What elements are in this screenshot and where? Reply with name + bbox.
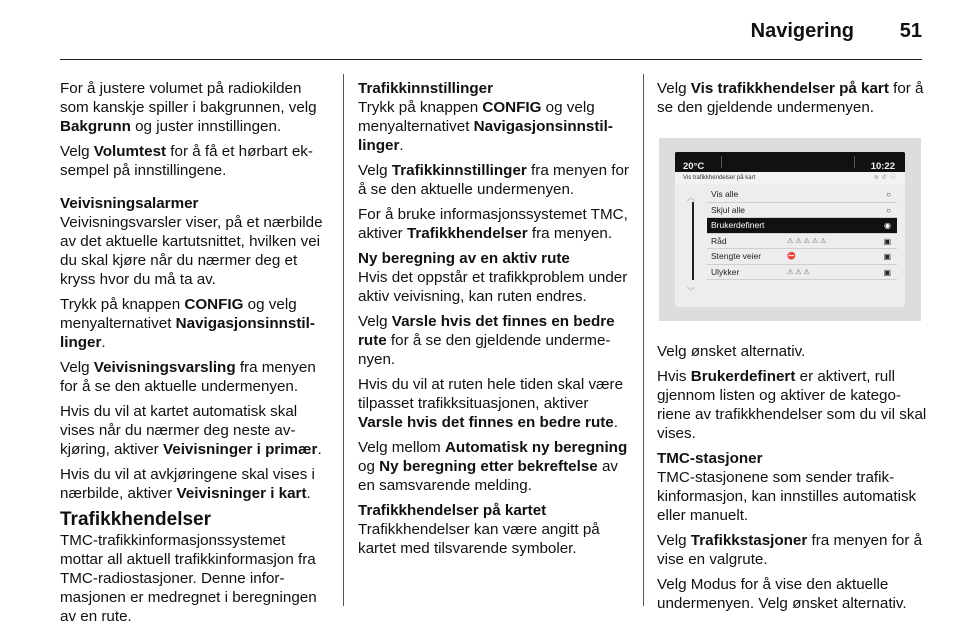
status-bar (675, 152, 905, 172)
traffic-symbols-icon: ⚠⚠⚠⚠⚠ (787, 237, 829, 245)
traffic-symbols-icon: ⚠⚠⚠ (787, 268, 812, 276)
paragraph: Velg mellom Automatisk ny beregning og Ny beregning etter bekreftelse av en samsvarende melding. (358, 439, 628, 494)
info-icon: ⓘ (889, 175, 899, 181)
paragraph: For å justere volumet på radiokilden som kanskje spiller i bakgrunnen, velg Bakgrunn og juster innstillingen. (60, 80, 317, 135)
menu-item[interactable]: Vis alle ○ (707, 187, 897, 203)
divider (721, 156, 722, 168)
section-heading: Ny beregning av en aktiv rute (358, 250, 570, 267)
clock-readout: 10:22 (870, 161, 895, 172)
traffic-symbols-icon: ⛔ (787, 253, 798, 260)
paragraph: TMC-stasjonene som sender trafikkinformasjon, kan innstilles automatisk eller manuelt. (657, 469, 917, 524)
paragraph: Hvis det oppstår et trafikkproblem under aktiv veivisning, kan ruten endres. (358, 269, 628, 305)
paragraph: Velg Trafikkinnstillinger fra menyen for å se den aktuelle undermenyen. (358, 162, 629, 198)
page-title: Navigering (750, 20, 854, 42)
menu-item[interactable]: Ulykker ⚠⚠⚠ ▣ (707, 265, 897, 281)
paragraph: TMC-trafikkinformasjonssystemet mottar all aktuell trafikkinformasjon fra TMC-radiostasjoner. Denne informasjonen er medregnet i beregningen av en rute. (60, 532, 317, 625)
checkbox-icon: ▣ (883, 252, 891, 261)
column-2 (358, 79, 630, 564)
section-heading: Trafikkinnstillinger (358, 80, 494, 97)
menu-item-selected[interactable]: Brukerdefinert ◉ (707, 218, 897, 234)
paragraph: Velg Modus for å vise den aktuelle undermenyen. Velg ønsket alternativ. (657, 576, 907, 612)
menu-item[interactable]: Skjul alle ○ (707, 203, 897, 219)
paragraph: Velg Varsle hvis det finnes en bedre rute for å se den gjeldende undermenyen. (358, 313, 615, 368)
menu-item[interactable]: Stengte veier ⛔ ▣ (707, 249, 897, 265)
checkbox-icon: ▣ (883, 236, 891, 246)
column-3 (657, 79, 927, 619)
paragraph: Velg Volumtest for å få et hørbart eksempel på innstillingene. (60, 143, 313, 179)
radio-icon: ○ (886, 190, 891, 199)
paragraph: Trafikkhendelser kan være angitt på kartet med tilsvarende symboler. (358, 521, 600, 557)
phone-icon: ✆ (881, 175, 890, 181)
paragraph: Velg Vis trafikkhendelser på kart for å se den gjeldende undermenyen. (657, 80, 924, 116)
radio-selected-icon: ◉ (884, 221, 891, 230)
status-icons (874, 172, 899, 184)
signal-icon: ≋ (873, 175, 882, 181)
scroll-up-icon[interactable]: ︿ (687, 193, 695, 202)
section-heading: Veivisningsalarmer (60, 195, 199, 212)
scroll-down-icon[interactable]: ﹀ (687, 287, 695, 296)
temperature-readout: 20°C (683, 161, 705, 172)
menu-title: Vis trafikkhendelser på kart (683, 175, 756, 181)
column-divider (643, 74, 644, 606)
paragraph: Trykk på knappen CONFIG og velg menyalternativet Navigasjonsinnstillinger. (358, 99, 613, 154)
paragraph: Velg Trafikkstasjoner fra menyen for å vise en valgrute. (657, 532, 923, 568)
menu-item[interactable]: Råd ⚠⚠⚠⚠⚠ ▣ (707, 234, 897, 250)
infotainment-screen (675, 152, 905, 307)
paragraph: Trykk på knappen CONFIG og velg menyalternativet Navigasjonsinnstillinger. (60, 296, 315, 351)
paragraph: Hvis Brukerdefinert er aktivert, rull gjennom listen og aktiver de kategoriene av trafikkhendelser som du vil skal vises. (657, 368, 927, 442)
scroll-track[interactable] (692, 202, 694, 280)
chapter-heading: Trafikkhendelser (60, 509, 212, 530)
menu-title-bar (675, 172, 905, 184)
paragraph: Hvis du vil at avkjøringene skal vises i nærbilde, aktiver Veivisninger i kart. (60, 466, 315, 502)
page-header (60, 18, 922, 60)
radio-icon: ○ (886, 205, 891, 215)
section-heading: Trafikkhendelser på kartet (358, 502, 547, 519)
paragraph: Veivisningsvarsler viser, på et nærbilde av det aktuelle kartutsnittet, hvilken vei du skal kjøre når du nærmer deg et kryss hvor du må ta av. (60, 214, 323, 288)
column-divider (343, 74, 344, 606)
page-number: 51 (899, 20, 922, 42)
paragraph: Velg ønsket alternativ. (657, 343, 806, 360)
paragraph: Hvis du vil at ruten hele tiden skal være tilpasset trafikksituasjonen, aktiver Varsle hvis det finnes en bedre rute. (358, 376, 624, 431)
checkbox-icon: ▣ (883, 267, 891, 277)
section-heading: TMC-stasjoner (657, 450, 763, 467)
paragraph: For å bruke informasjonssystemet TMC, aktiver Trafikkhendelser fra menyen. (358, 206, 628, 242)
paragraph: Velg Veivisningsvarsling fra menyen for å se den aktuelle undermenyen. (60, 359, 316, 395)
paragraph: Hvis du vil at kartet automatisk skal vises når du nærmer deg neste avkjøring, aktiver Veivisninger i primær. (60, 403, 322, 458)
column-1 (60, 79, 330, 632)
divider (854, 156, 855, 168)
menu-list (675, 184, 905, 307)
scrollbar[interactable] (683, 188, 701, 301)
screenshot-figure (659, 138, 921, 321)
